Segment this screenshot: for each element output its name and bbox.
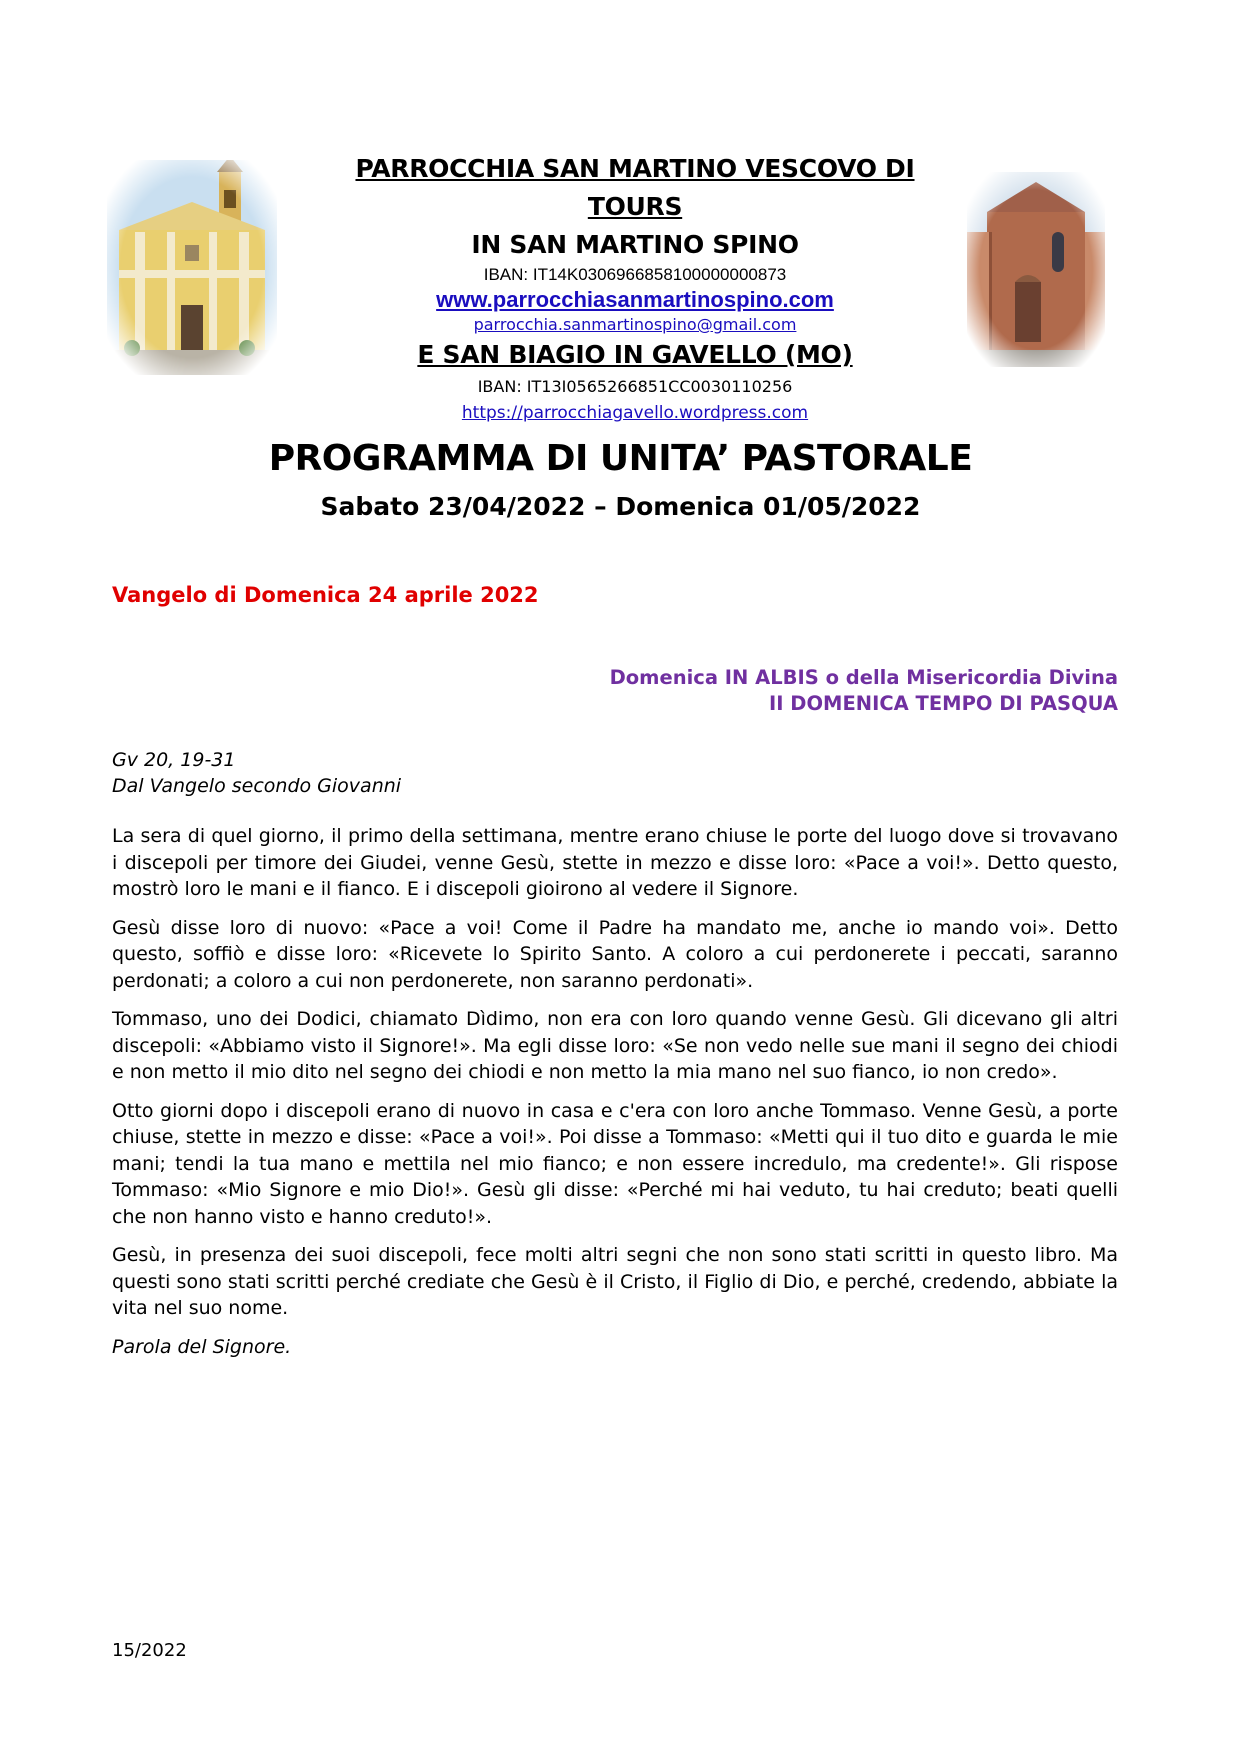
website-gavello-link[interactable]: https://parrocchiagavello.wordpress.com (461, 403, 809, 423)
reading-closing: Parola del Signore. (112, 1335, 292, 1358)
parish-name-line1: PARROCCHIA SAN MARTINO VESCOVO DI TOURS (355, 154, 915, 221)
san-biagio-church-photo (967, 172, 1105, 367)
liturgical-day-line2: II DOMENICA TEMPO DI PASQUA (768, 692, 1118, 715)
email-link[interactable]: parrocchia.sanmartinospino@gmail.com (473, 315, 797, 334)
church-facade-image (107, 160, 277, 375)
reading-paragraph: Gesù disse loro di nuovo: «Pace a voi! Come il Padre ha mandato me, anche io mando voi». Detto questo, soffiò e disse loro: «Ricevete lo Spirito Santo. A coloro a cui perdonerete i peccati, saranno perdonati; a coloro a cui non perdonerete, non saranno perdonati». (112, 916, 1118, 992)
liturgical-day (610, 665, 1118, 717)
parish-header (105, 150, 1145, 423)
liturgical-day-line1: Domenica IN ALBIS o della Misericordia Divina (609, 666, 1118, 689)
reading-paragraph: Tommaso, uno dei Dodici, chiamato Dìdimo, non era con loro quando venne Gesù. Gli dicevano gli altri discepoli: «Abbiamo visto il Signore!». Ma egli disse loro: «Se non vedo nelle sue mani il segno dei chiodi e non metto il mio dito nel segno dei chiodi e non metto la mia mano nel suo fianco, io non credo». (112, 1008, 1118, 1083)
gospel-reading (112, 747, 1118, 1360)
parish-info (325, 150, 945, 426)
reading-source: Dal Vangelo secondo Giovanni (112, 775, 402, 797)
reading-paragraph: La sera di quel giorno, il primo della settimana, mentre erano chiuse le porte del luogo dove si trovavano i discepoli per timore dei Giudei, venne Gesù, stette in mezzo e disse loro: «Pace a voi!». Detto questo, mostrò loro le mani e il fianco. E i discepoli gioirono al vedere il Signore. (112, 825, 1118, 900)
reading-paragraph: Gesù, in presenza dei suoi discepoli, fece molti altri segni che non sono stati scritti in questo libro. Ma questi sono stati scritti perché crediate che Gesù è il Cristo, il Figlio di Dio, e perché, credendo, abbiate la vita nel suo nome. (112, 1244, 1118, 1319)
date-range: Sabato 23/04/2022 – Domenica 01/05/2022 (320, 492, 921, 521)
iban-gavello: IBAN: IT13I0565266851CC0030110256 (477, 377, 793, 396)
reading-paragraph: Otto giorni dopo i discepoli erano di nuovo in casa e c'era con loro anche Tommaso. Venne Gesù, a porte chiuse, stette in mezzo e disse: «Pace a voi!». Poi disse a Tommaso: «Metti qui il tuo dito e guarda le mie mani; tendi la tua mano e mettila nel mio fianco; e non essere incredulo, ma credente!». Gli rispose Tommaso: «Mio Signore e mio Dio!». Gesù gli disse: «Perché mi hai veduto, tu hai creduto; beati quelli che non hanno visto e hanno creduto!». (112, 1099, 1118, 1228)
page-title: PROGRAMMA DI UNITA’ PASTORALE (268, 438, 973, 479)
website-san-martino-link[interactable]: www.parrocchiasanmartinospino.com (436, 287, 834, 312)
gospel-heading: Vangelo di Domenica 24 aprile 2022 (112, 583, 539, 607)
san-martino-church-photo (107, 160, 277, 375)
parish-name-line2: IN SAN MARTINO SPINO (471, 230, 799, 259)
church-brick-image (967, 172, 1105, 367)
iban-san-martino: IBAN: IT14K0306966858100000000873 (483, 265, 787, 284)
reading-reference: Gv 20, 19-31 (112, 749, 236, 771)
parish-name-line3: E SAN BIAGIO IN GAVELLO (MO) (417, 340, 853, 369)
issue-number: 15/2022 (112, 1640, 187, 1661)
